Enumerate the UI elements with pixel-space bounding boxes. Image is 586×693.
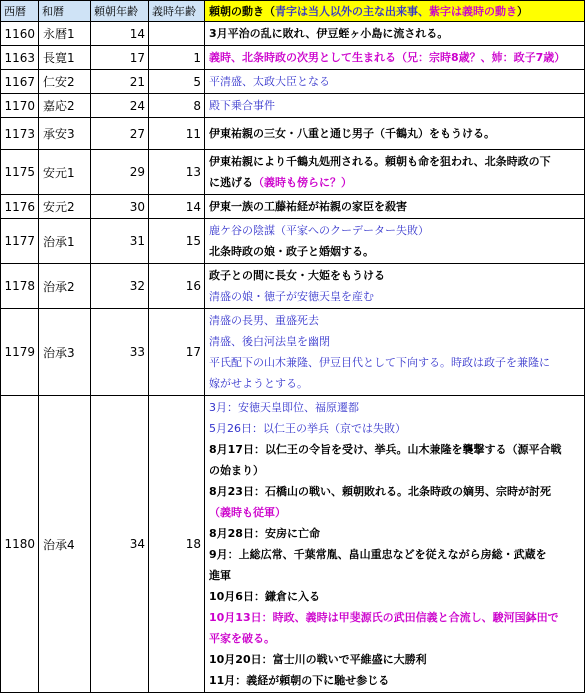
event-text: 伊東一族の工藤祐経が祐親の家臣を殺害 xyxy=(209,200,407,213)
event-text: の始まり） xyxy=(209,464,264,477)
cell-yoshitoki-age: 15 xyxy=(149,219,205,264)
cell-year: 1163 xyxy=(1,46,39,70)
cell-yoshitoki-age: 18 xyxy=(149,396,205,693)
cell-events xyxy=(205,94,585,118)
cell-events xyxy=(205,396,585,693)
event-line xyxy=(209,95,580,116)
table-row xyxy=(1,70,585,94)
event-line xyxy=(209,607,580,628)
cell-events xyxy=(205,22,585,46)
event-line xyxy=(209,310,580,331)
cell-yoritomo-age: 34 xyxy=(91,396,149,693)
event-line xyxy=(209,586,580,607)
event-text: に逃げる xyxy=(209,176,253,189)
cell-events xyxy=(205,309,585,396)
table-row xyxy=(1,150,585,195)
event-line xyxy=(209,151,580,172)
cell-events xyxy=(205,219,585,264)
event-line xyxy=(209,265,580,286)
event-text: 10月6日：鎌倉に入る xyxy=(209,590,320,603)
header-events xyxy=(205,1,585,22)
cell-year: 1180 xyxy=(1,396,39,693)
table-row xyxy=(1,94,585,118)
event-line xyxy=(209,373,580,394)
event-text: 鹿ケ谷の陰謀（平家へのクーデーター失敗） xyxy=(209,224,429,237)
event-text: 9月：上総広常、千葉常胤、畠山重忠などを従えながら房総・武蔵を xyxy=(209,548,547,561)
cell-year: 1175 xyxy=(1,150,39,195)
cell-yoritomo-age: 33 xyxy=(91,309,149,396)
table-row xyxy=(1,46,585,70)
header-seireki: 西暦 xyxy=(1,1,39,22)
event-text: 8月17日：以仁王の令旨を受け、挙兵。山木兼隆を襲撃する（源平合戦 xyxy=(209,443,562,456)
event-text: 平清盛、太政大臣となる xyxy=(209,75,330,88)
event-text: 清盛、後白河法皇を幽閉 xyxy=(209,335,330,348)
cell-events xyxy=(205,46,585,70)
cell-yoritomo-age: 17 xyxy=(91,46,149,70)
event-text: 11月：義経が頼朝の下に馳せ参じる xyxy=(209,674,390,687)
event-line xyxy=(209,670,580,691)
table-body xyxy=(1,22,585,693)
header-events-note-open: （ xyxy=(264,5,275,18)
event-line xyxy=(209,241,580,262)
event-text: 8月23日：石橋山の戦い、頼朝敗れる。北条時政の嫡男、宗時が討死 xyxy=(209,485,551,498)
cell-yoshitoki-age: 5 xyxy=(149,70,205,94)
event-text: 3月：安徳天皇即位、福原遷都 xyxy=(209,401,359,414)
cell-year: 1178 xyxy=(1,264,39,309)
event-line xyxy=(209,523,580,544)
event-text: 5月26日：以仁王の挙兵（京では失敗） xyxy=(209,422,406,435)
event-line xyxy=(209,286,580,307)
cell-era: 治承4 xyxy=(39,396,91,693)
event-text: 伊東祐親により千鶴丸処刑される。頼朝も命を狙われ、北条時政の下 xyxy=(209,155,551,168)
event-line xyxy=(209,397,580,418)
table-row xyxy=(1,396,585,693)
header-events-note-blue: 青字は当人以外の主な出来事、 xyxy=(275,5,429,18)
event-text: （義時も傍らに？） xyxy=(253,176,352,189)
event-text: 3月平治の乱に敗れ、伊豆蛭ヶ小島に流される。 xyxy=(209,27,449,40)
header-events-note-close: ） xyxy=(517,5,528,18)
event-text: 8月28日：安房に亡命 xyxy=(209,527,320,540)
cell-yoshitoki-age: 13 xyxy=(149,150,205,195)
event-text: 進軍 xyxy=(209,569,231,582)
event-line xyxy=(209,172,580,193)
cell-yoritomo-age: 21 xyxy=(91,70,149,94)
event-text: 10月20日：富士川の戦いで平維盛に大勝利 xyxy=(209,653,427,666)
cell-year: 1177 xyxy=(1,219,39,264)
cell-yoshitoki-age: 17 xyxy=(149,309,205,396)
event-line xyxy=(209,628,580,649)
header-row xyxy=(1,1,585,22)
event-text: （義時も従軍） xyxy=(209,506,286,519)
event-text: 義時、北条時政の次男として生まれる（兄：宗時8歳？、姉：政子7歳） xyxy=(209,51,566,64)
event-text: 北条時政の娘・政子と婚姻する。 xyxy=(209,245,374,258)
cell-yoritomo-age: 14 xyxy=(91,22,149,46)
cell-year: 1167 xyxy=(1,70,39,94)
event-line xyxy=(209,331,580,352)
event-line xyxy=(209,460,580,481)
event-text: 清盛の長男、重盛死去 xyxy=(209,314,319,327)
event-text: 清盛の娘・徳子が安徳天皇を産む xyxy=(209,290,374,303)
cell-era: 治承2 xyxy=(39,264,91,309)
header-yoshitoki-age: 義時年齢 xyxy=(149,1,205,22)
event-line xyxy=(209,481,580,502)
cell-era: 永暦1 xyxy=(39,22,91,46)
cell-era: 治承1 xyxy=(39,219,91,264)
cell-events xyxy=(205,195,585,219)
event-line xyxy=(209,352,580,373)
event-line xyxy=(209,47,580,68)
cell-yoshitoki-age: 16 xyxy=(149,264,205,309)
header-events-main: 頼朝の動き xyxy=(209,5,264,18)
cell-yoritomo-age: 31 xyxy=(91,219,149,264)
event-line xyxy=(209,71,580,92)
cell-year: 1179 xyxy=(1,309,39,396)
event-line xyxy=(209,123,580,144)
table-row xyxy=(1,309,585,396)
event-line xyxy=(209,196,580,217)
cell-events xyxy=(205,118,585,150)
cell-yoritomo-age: 29 xyxy=(91,150,149,195)
event-text: 平氏配下の山木兼隆、伊豆目代として下向する。時政は政子を兼隆に xyxy=(209,356,550,369)
cell-yoritomo-age: 32 xyxy=(91,264,149,309)
cell-era: 安元1 xyxy=(39,150,91,195)
table-row xyxy=(1,195,585,219)
cell-era: 安元2 xyxy=(39,195,91,219)
cell-yoritomo-age: 24 xyxy=(91,94,149,118)
cell-era: 仁安2 xyxy=(39,70,91,94)
cell-yoritomo-age: 27 xyxy=(91,118,149,150)
cell-era: 嘉応2 xyxy=(39,94,91,118)
cell-yoritomo-age: 30 xyxy=(91,195,149,219)
event-text: 嫁がせようとする。 xyxy=(209,377,308,390)
table-row xyxy=(1,22,585,46)
event-line xyxy=(209,23,580,44)
event-text: 殿下乗合事件 xyxy=(209,99,275,112)
event-text: 平家を破る。 xyxy=(209,632,275,645)
header-yoritomo-age: 頼朝年齢 xyxy=(91,1,149,22)
event-line xyxy=(209,649,580,670)
cell-era: 治承3 xyxy=(39,309,91,396)
cell-era: 長寛1 xyxy=(39,46,91,70)
header-events-note-pink: 紫字は義時の動き xyxy=(429,5,517,18)
event-line xyxy=(209,544,580,565)
event-line xyxy=(209,502,580,523)
table-row xyxy=(1,219,585,264)
cell-events xyxy=(205,70,585,94)
table-row xyxy=(1,264,585,309)
cell-yoshitoki-age xyxy=(149,22,205,46)
event-line xyxy=(209,220,580,241)
event-line xyxy=(209,439,580,460)
cell-era: 承安3 xyxy=(39,118,91,150)
event-line xyxy=(209,418,580,439)
cell-year: 1160 xyxy=(1,22,39,46)
header-wareki: 和暦 xyxy=(39,1,91,22)
cell-events xyxy=(205,150,585,195)
cell-yoshitoki-age: 14 xyxy=(149,195,205,219)
table-row xyxy=(1,118,585,150)
cell-year: 1176 xyxy=(1,195,39,219)
cell-events xyxy=(205,264,585,309)
cell-yoshitoki-age: 8 xyxy=(149,94,205,118)
event-text: 10月13日：時政、義時は甲斐源氏の武田信義と合流し、駿河国鉢田で xyxy=(209,611,559,624)
cell-year: 1170 xyxy=(1,94,39,118)
event-line xyxy=(209,565,580,586)
event-text: 伊東祐親の三女・八重と通じ男子（千鶴丸）をもうける。 xyxy=(209,127,495,140)
cell-yoshitoki-age: 11 xyxy=(149,118,205,150)
event-text: 政子との間に長女・大姫をもうける xyxy=(209,269,385,282)
cell-yoshitoki-age: 1 xyxy=(149,46,205,70)
cell-year: 1173 xyxy=(1,118,39,150)
